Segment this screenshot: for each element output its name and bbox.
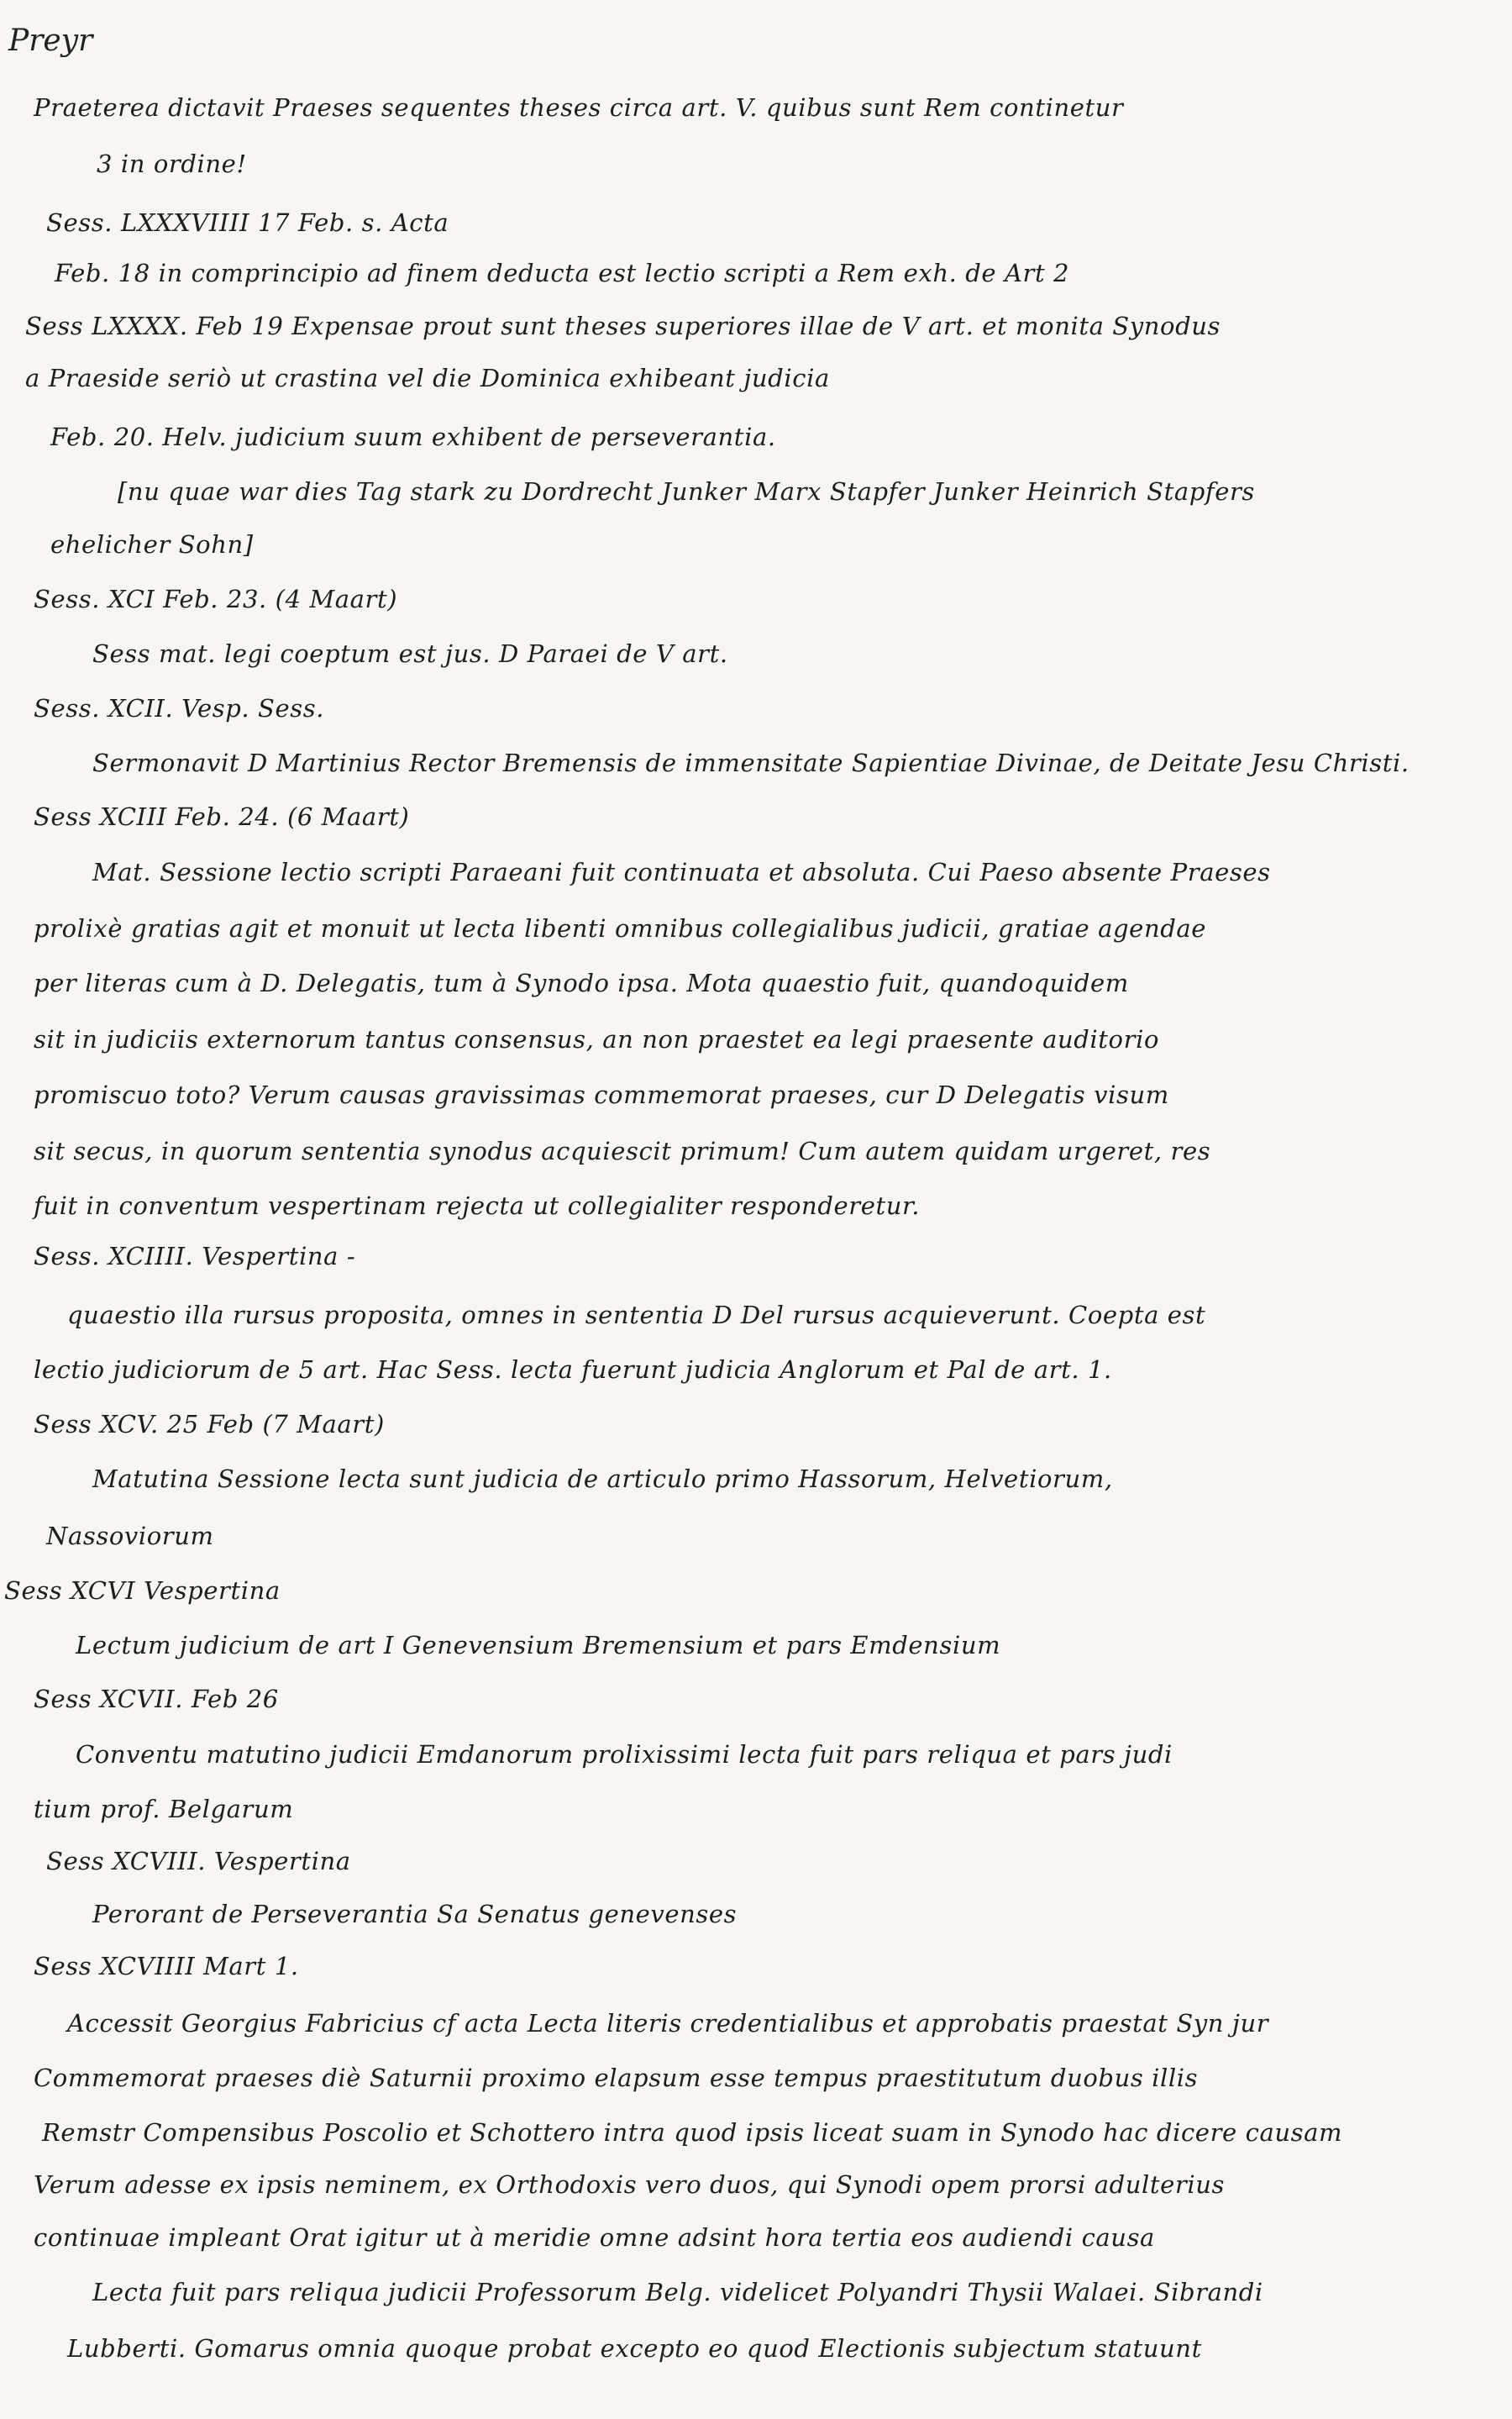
manuscript-line: Sess XCVII. Feb 26 [34, 1685, 279, 1713]
manuscript-line: Praeterea dictavit Praeses sequentes theses circa art. V. quibus sunt Rem continetur [34, 93, 1124, 122]
manuscript-line: continuae impleant Orat igitur ut à meridie omne adsint hora tertia eos audiendi causa [34, 2223, 1155, 2252]
manuscript-line: sit secus, in quorum sententia synodus acquiescit primum! Cum autem quidam urgeret, res [34, 1137, 1211, 1165]
manuscript-line: Remstr Compensibus Poscolio et Schottero intra quod ipsis liceat suam in Synodo hac dicere causam [42, 2118, 1343, 2147]
manuscript-line: a Praeside seriò ut crastina vel die Dominica exhibeant judicia [25, 364, 830, 392]
manuscript-line: Lecta fuit pars reliqua judicii Professorum Belg. videlicet Polyandri Thysii Walaei. Sibrandi [92, 2278, 1263, 2306]
manuscript-line: Matutina Sessione lecta sunt judicia de articulo primo Hassorum, Helvetiorum, [92, 1465, 1113, 1493]
manuscript-line: Sermonavit D Martinius Rector Bremensis de immensitate Sapientiae Divinae, de Deitate Jesu Christi. [92, 749, 1410, 777]
manuscript-line: fuit in conventum vespertinam rejecta ut collegialiter responderetur. [34, 1191, 921, 1220]
manuscript-line: Sess LXXXX. Feb 19 Expensae prout sunt theses superiores illae de V art. et monita Synodus [25, 312, 1221, 340]
manuscript-line: Lubberti. Gomarus omnia quoque probat excepto eo quod Electionis subjectum statuunt [67, 2334, 1202, 2363]
manuscript-line: promiscuo toto? Verum causas gravissimas commemorat praeses, cur D Delegatis visum [34, 1081, 1169, 1109]
manuscript-line: Sess XCVIIII Mart 1. [34, 1952, 299, 1980]
manuscript-line: [nu quae war dies Tag stark zu Dordrecht Junker Marx Stapfer Junker Heinrich Stapfers [118, 477, 1255, 506]
manuscript-line: Nassoviorum [46, 1522, 214, 1550]
manuscript-line: Sess XCIII Feb. 24. (6 Maart) [34, 802, 410, 831]
manuscript-line: Sess. XCIIII. Vespertina - [34, 1242, 356, 1270]
manuscript-line: lectio judiciorum de 5 art. Hac Sess. lecta fuerunt judicia Anglorum et Pal de art. 1. [34, 1355, 1112, 1384]
manuscript-line: Lectum judicium de art I Genevensium Bremensium et pars Emdensium [76, 1631, 1001, 1659]
manuscript-line: Accessit Georgius Fabricius cf acta Lecta literis credentialibus et approbatis praestat Syn jur [67, 2009, 1269, 2038]
manuscript-line: sit in judiciis externorum tantus consensus, an non praestet ea legi praesente auditorio [34, 1025, 1159, 1054]
manuscript-line: Feb. 18 in comprincipio ad finem deducta est lectio scripti a Rem exh. de Art 2 [55, 259, 1070, 287]
manuscript-line: Conventu matutino judicii Emdanorum prolixissimi lecta fuit pars reliqua et pars judi [76, 1740, 1173, 1769]
manuscript-line: ehelicher Sohn] [50, 530, 254, 559]
manuscript-line: Sess XCV. 25 Feb (7 Maart) [34, 1410, 385, 1438]
manuscript-line: Commemorat praeses diè Saturnii proximo elapsum esse tempus praestitutum duobus illis [34, 2064, 1199, 2092]
manuscript-line: 3 in ordine! [97, 150, 247, 178]
manuscript-line: Sess XCVIII. Vespertina [46, 1847, 351, 1875]
manuscript-line: tium prof. Belgarum [34, 1795, 294, 1823]
manuscript-line: per literas cum à D. Delegatis, tum à Synodo ipsa. Mota quaestio fuit, quandoquidem [34, 969, 1129, 997]
manuscript-line: quaestio illa rursus proposita, omnes in sententia D Del rursus acquieverunt. Coepta est [67, 1301, 1206, 1329]
corner-note: Preyr [8, 24, 93, 58]
manuscript-line: prolixè gratias agit et monuit ut lecta libenti omnibus collegialibus judicii, gratiae agendae [34, 914, 1207, 943]
manuscript-line: Sess. XCI Feb. 23. (4 Maart) [34, 585, 398, 613]
manuscript-line: Verum adesse ex ipsis neminem, ex Orthodoxis vero duos, qui Synodi opem prorsi adulterius [34, 2170, 1226, 2199]
manuscript-line: Sess. LXXXVIIII 17 Feb. s. Acta [46, 208, 449, 237]
manuscript-line: Sess XCVI Vespertina [4, 1576, 281, 1605]
manuscript-line: Perorant de Perseverantia Sa Senatus genevenses [92, 1900, 738, 1928]
manuscript-line: Sess mat. legi coeptum est jus. D Paraei de V art. [92, 639, 728, 668]
manuscript-line: Mat. Sessione lectio scripti Paraeani fuit continuata et absoluta. Cui Paeso absente Praeses [92, 858, 1271, 886]
manuscript-line: Sess. XCII. Vesp. Sess. [34, 694, 325, 723]
manuscript-line: Feb. 20. Helv. judicium suum exhibent de perseverantia. [50, 423, 776, 451]
